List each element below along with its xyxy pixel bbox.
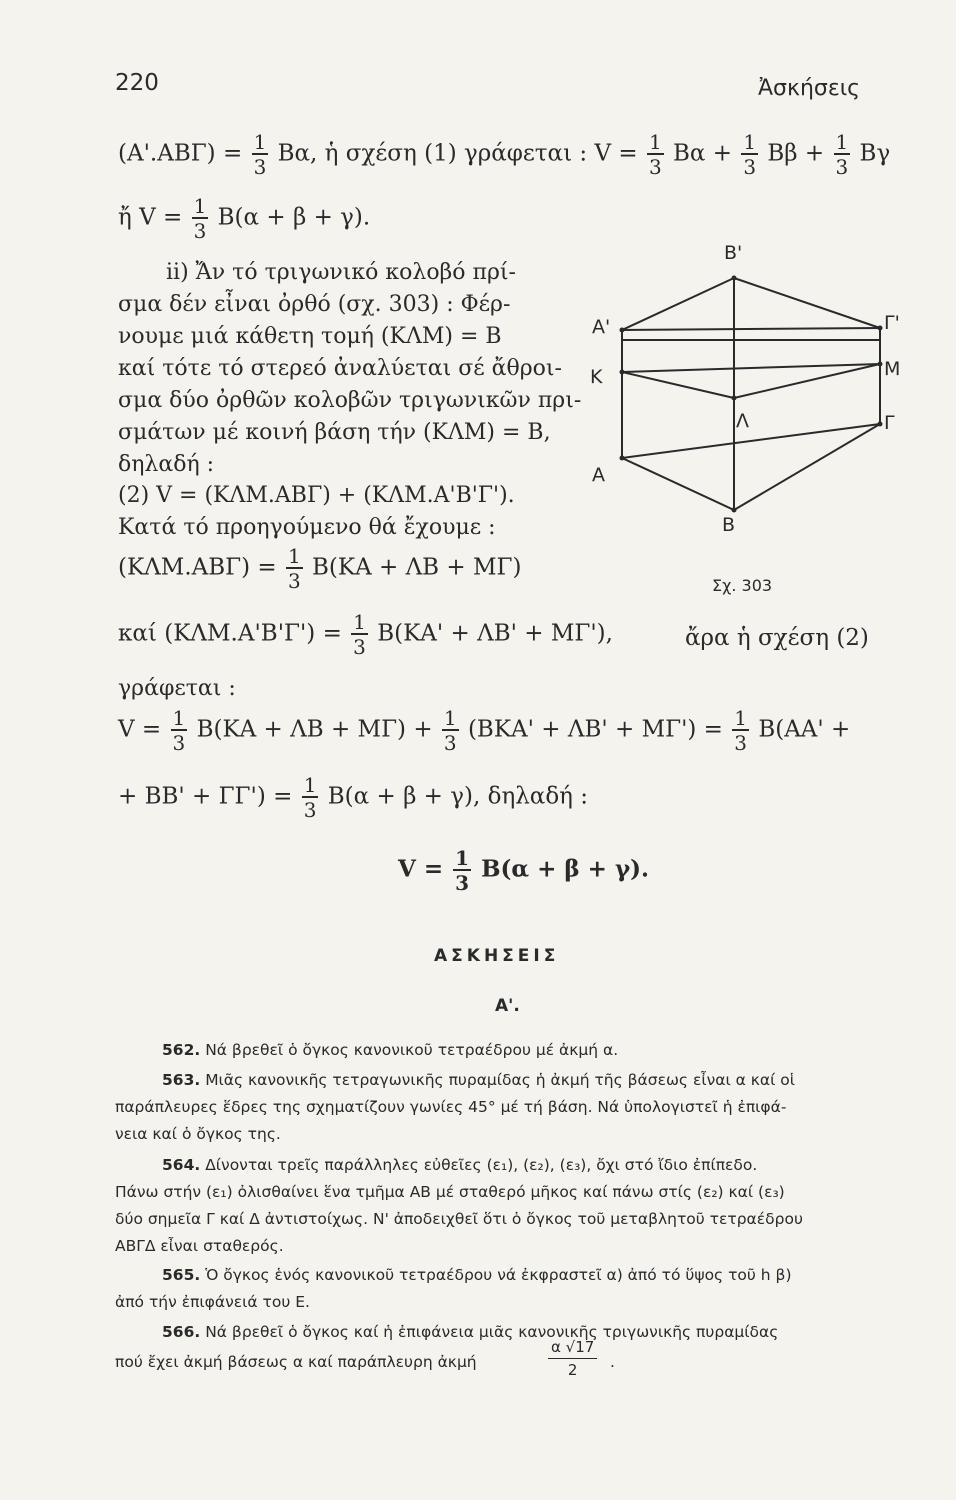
exercise-number: 566. [162, 1323, 201, 1341]
edge-fraction [548, 1338, 597, 1379]
exercise-text: δύο σημεῖα Γ καί Δ ἀντιστοίχως. Ν' ἀποδειχθεῖ ὅτι ὁ ὄγκος τοῦ μεταβλητοῦ τετραέδρου [115, 1210, 803, 1228]
equation-long-1 [118, 708, 850, 753]
equation-line-1 [118, 132, 890, 177]
fraction [252, 132, 269, 177]
denominator: 3 [734, 731, 747, 755]
label-Gprime: Γ' [884, 312, 900, 334]
eq1-lhs: (Α'.ΑΒΓ) = [118, 140, 243, 167]
fraction [286, 546, 303, 591]
exercise-text: Ὁ ὄγκος ἑνός κανονικοῦ τετραέδρου νά ἐκφραστεῖ α) ἀπό τό ὕψος τοῦ h β) [205, 1266, 792, 1284]
exercise-line [115, 1295, 310, 1311]
eq-final-post: Β(α + β + γ). [481, 855, 650, 883]
numerator: 1 [734, 706, 747, 730]
exercise-text: Νά βρεθεῖ ὁ ὄγκος καί ἡ ἐπιφάνεια μιᾶς κανονικῆς τριγωνικῆς πυραμίδας [205, 1323, 779, 1341]
equation-long-2 [118, 775, 588, 820]
equation-klm-1 [118, 546, 521, 591]
exercise-line [115, 1127, 281, 1143]
exercise-line [162, 1158, 757, 1174]
denominator: 3 [287, 569, 301, 593]
exercises-subtitle: Α'. [495, 996, 520, 1016]
label-Aprime: Α' [592, 316, 611, 338]
denominator: 3 [303, 798, 317, 822]
exercise-line [115, 1212, 803, 1228]
body-line: σμάτων μέ κοινή βάση τήν (ΚΛΜ) = Β, [118, 420, 551, 445]
exercise-line [115, 1185, 785, 1201]
numerator: 1 [303, 773, 317, 797]
exercise-line [162, 1325, 778, 1341]
exercise-number: 563. [162, 1071, 201, 1089]
exercise-text: ἀπό τήν ἐπιφάνειά του Ε. [115, 1293, 310, 1311]
body-line: Κατά τό προηγούμενο θά ἔχουμε : [118, 515, 496, 540]
body-line: ii) Ἄν τό τριγωνικό κολοβό πρί- [166, 260, 516, 285]
fraction [171, 708, 188, 753]
denominator: 3 [353, 635, 366, 659]
figure-caption: Σχ. 303 [712, 576, 773, 595]
eq-long1-b: (ΒΚΑ' + ΛΒ' + ΜΓ') = [467, 716, 723, 743]
exercise-text: ΑΒΓΔ εἶναι σταθερός. [115, 1237, 284, 1255]
denominator: 3 [648, 155, 662, 179]
exercise-line [162, 1043, 618, 1059]
numerator: 1 [193, 194, 207, 218]
denominator: 3 [835, 155, 849, 179]
eq-long2-post: Β(α + β + γ), δηλαδή : [327, 783, 589, 810]
label-B: Β [722, 514, 736, 536]
fraction [453, 848, 471, 893]
numerator: 1 [253, 130, 267, 154]
eq-klm2-pre: καί (ΚΛΜ.Α'Β'Γ') = [118, 620, 342, 647]
exercise-line [115, 1355, 477, 1371]
eq1-t1: Βα + [673, 140, 733, 167]
exercise-line [162, 1073, 795, 1089]
equation-final [398, 848, 649, 893]
exercise-line [162, 1268, 792, 1284]
body-line: (2) V = (ΚΛΜ.ΑΒΓ) + (ΚΛΜ.Α'Β'Γ'). [118, 483, 515, 508]
exercises-title: ΑΣΚΗΣΕΙΣ [434, 946, 560, 966]
denominator: 3 [443, 731, 457, 755]
numerator: 1 [287, 544, 301, 568]
eq1-t3: Βγ [859, 140, 891, 167]
label-A: Α [592, 464, 605, 486]
body-line: δηλαδή : [118, 452, 215, 477]
fraction [442, 708, 459, 753]
eq-long2-pre: + ΒΒ' + ΓΓ') = [118, 783, 293, 810]
denominator: 3 [172, 731, 186, 755]
label-Bprime: Β' [724, 242, 743, 264]
exercise-text: Δίνονται τρεῖς παράλληλες εὐθεῖες (ε₁), (ε₂), (ε₃), ὄχι στό ἴδιο ἐπίπεδο. [205, 1156, 758, 1174]
numerator: 1 [172, 706, 186, 730]
eq-klm1-post: Β(ΚΑ + ΛΒ + ΜΓ) [312, 554, 522, 581]
fraction [834, 132, 851, 177]
eq-long1-a: Β(ΚΑ + ΛΒ + ΜΓ) + [196, 716, 433, 743]
exercise-line [115, 1239, 284, 1255]
body-line: σμα δύο ὀρθῶν κολοβῶν τριγωνικῶν πρι- [118, 388, 582, 413]
denominator: 3 [253, 155, 267, 179]
label-M: Μ [884, 358, 901, 380]
denominator: 3 [193, 219, 207, 243]
numerator: 1 [648, 130, 662, 154]
eq-long1-c: Β(ΑΑ' + [758, 716, 851, 743]
exercise-text: Πάνω στήν (ε₁) ὀλισθαίνει ἕνα τμῆμα ΑΒ μέ σταθερό μῆκος καί πάνω στίς (ε₂) καί (ε₃) [115, 1183, 785, 1201]
body-line: καί τότε τό στερεό ἀναλύεται σέ ἄθροι- [118, 356, 562, 381]
eq2-post: Β(α + β + γ). [217, 204, 371, 231]
fraction [647, 132, 664, 177]
eq1-t2: Ββ + [767, 140, 825, 167]
numerator: 1 [835, 130, 849, 154]
fraction [302, 775, 319, 820]
body-line: σμα δέν εἶναι ὀρθό (σχ. 303) : Φέρ- [118, 292, 511, 317]
exercise-number: 565. [162, 1266, 201, 1284]
fraction [351, 612, 368, 657]
eq-klm2-post: Β(ΚΑ' + ΛΒ' + ΜΓ'), [377, 620, 613, 647]
numerator: 1 [353, 610, 366, 634]
edge-fraction-denominator: 2 [567, 1361, 578, 1379]
fraction [732, 708, 749, 753]
body-line: νουμε μιά κάθετη τομή (ΚΛΜ) = Β [118, 324, 502, 349]
label-K: Κ [590, 366, 603, 388]
eq-klm1-pre: (ΚΛΜ.ΑΒΓ) = [118, 554, 277, 581]
numerator: 1 [743, 130, 757, 154]
running-title: Ἀσκήσεις [758, 76, 861, 101]
exercise-number: 564. [162, 1156, 201, 1174]
equation-klm-2 [118, 612, 613, 657]
eq2-pre: ἤ V = [118, 204, 183, 231]
exercise-line [115, 1100, 786, 1116]
eq-long1-pre: V = [118, 716, 162, 743]
label-G: Γ [884, 412, 895, 434]
denominator: 3 [743, 155, 757, 179]
numerator: 1 [443, 706, 457, 730]
exercise-text: Μιᾶς κανονικῆς τετραγωνικῆς πυραμίδας ἡ ἀκμή τῆς βάσεως εἶναι α καί οἱ [205, 1071, 796, 1089]
exercise-text: Νά βρεθεῖ ὁ ὄγκος κανονικοῦ τετραέδρου μέ ἀκμή α. [205, 1041, 619, 1059]
fraction [192, 196, 209, 241]
period: . [610, 1353, 615, 1371]
exercise-text: παράπλευρες ἕδρες της σχηματίζουν γωνίες 45° μέ τή βάση. Νά ὑπολογιστεῖ ἡ ἐπιφά- [115, 1098, 787, 1116]
label-L: Λ [736, 410, 749, 432]
equation-line-2 [118, 196, 370, 241]
eq1-mid: Βα, ἡ σχέση (1) γράφεται : V = [277, 140, 638, 167]
exercise-text: νεια καί ὁ ὄγκος της. [115, 1125, 281, 1143]
exercise-text: πού ἔχει ἀκμή βάσεως α καί παράπλευρη ἀκμή [115, 1353, 477, 1371]
eq-final-pre: V = [398, 855, 444, 883]
body-line: γράφεται : [118, 676, 236, 701]
edge-fraction-numerator: α √17 [548, 1338, 597, 1359]
numerator: 1 [455, 846, 470, 870]
page-number: 220 [115, 70, 159, 96]
figure-303 [570, 240, 930, 610]
exercise-number: 562. [162, 1041, 201, 1059]
fraction [741, 132, 758, 177]
denominator: 3 [455, 871, 470, 895]
eq-klm2-tail: ἄρα ἡ σχέση (2) [685, 625, 869, 651]
